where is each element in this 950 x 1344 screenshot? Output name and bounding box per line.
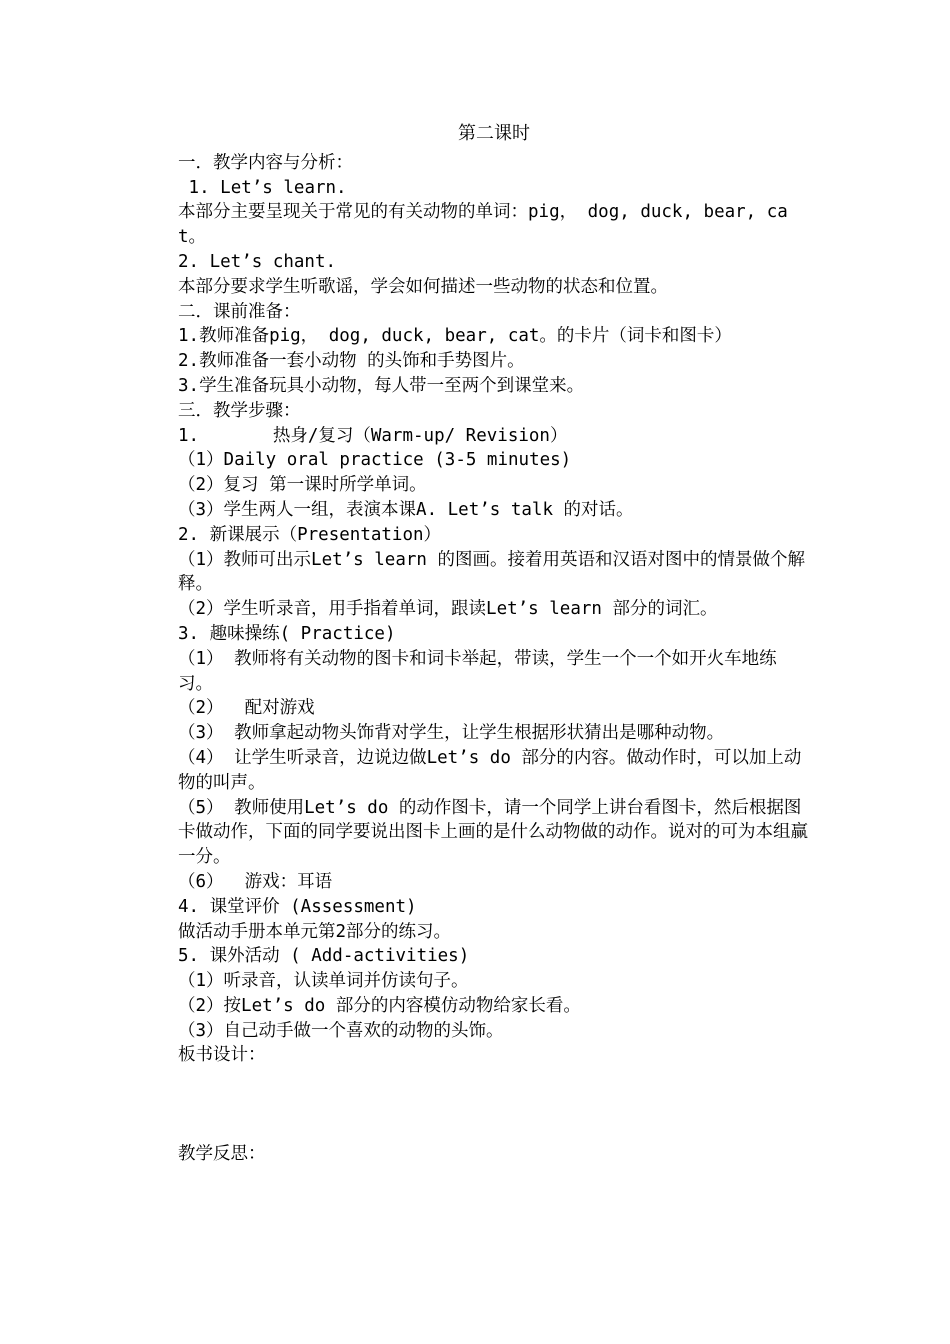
paragraph-lets-learn: 本部分主要呈现关于常见的有关动物的单词：pig， dog, duck, bear, cat。 (178, 202, 788, 248)
list-item: （4） 让学生听录音，边说边做Let’s do 部分的内容。做动作时，可以加上动物的叫声。 (178, 747, 802, 793)
list-item: 2.教师准备一套小动物 的头饰和手势图片。 (178, 351, 525, 372)
step-heading-presentation: 2. 新课展示（Presentation） (178, 524, 442, 545)
list-item: （3） 教师拿起动物头饰背对学生，让学生根据形状猜出是哪种动物。 (178, 723, 725, 744)
blackboard-design-label: 板书设计： (178, 1045, 266, 1066)
page-title: 第二课时 (458, 123, 530, 144)
list-item: 3.学生准备玩具小动物，每人带一至两个到课堂来。 (178, 375, 585, 396)
paragraph-lets-chant: 本部分要求学生听歌谣，学会如何描述一些动物的状态和位置。 (178, 276, 668, 297)
step-heading-practice: 3. 趣味操练( Practice) (178, 623, 396, 644)
list-item: （1）教师可出示Let’s learn 的图画。接着用英语和汉语对图中的情景做个解释。 (178, 549, 805, 595)
list-item: （5） 教师使用Let’s do 的动作图卡，请一个同学上讲台看图卡，然后根据图卡做动作，下面的同学要说出图卡上画的是什么动物做的动作。说对的可为本组赢一分。 (178, 797, 808, 868)
list-item: （1） 教师将有关动物的图卡和词卡举起，带读，学生一个一个如开火车地练习。 (178, 648, 777, 694)
step-heading-add-activities: 5. 课外活动 ( Add-activities) (178, 946, 470, 967)
list-item: （1）Daily oral practice (3-5 minutes) (178, 450, 572, 471)
section-heading-preparation: 二．课前准备： (178, 301, 301, 322)
subsection-lets-learn: 1. Let’s learn. (178, 177, 347, 198)
list-item: 1.教师准备pig， dog, duck, bear, cat。的卡片（词卡和图卡） (178, 326, 732, 347)
step-heading-assessment: 4. 课堂评价 (Assessment) (178, 896, 417, 917)
step-heading-warm-up: 1. 热身/复习（Warm-up/ Revision） (178, 425, 568, 446)
list-item: （2）按Let’s do 部分的内容模仿动物给家长看。 (178, 995, 581, 1016)
paragraph-assessment: 做活动手册本单元第2部分的练习。 (178, 921, 452, 942)
list-item: （3）学生两人一组，表演本课A. Let’s talk 的对话。 (178, 499, 634, 520)
blank-space (178, 1068, 810, 1142)
list-item: （1）听录音，认读单词并仿读句子。 (178, 971, 469, 992)
subsection-lets-chant: 2. Let’s chant. (178, 251, 337, 272)
list-item: （3）自己动手做一个喜欢的动物的头饰。 (178, 1020, 504, 1041)
section-heading-teaching-steps: 三．教学步骤： (178, 400, 301, 421)
list-item: （2）学生听录音，用手指着单词，跟读Let’s learn 部分的词汇。 (178, 599, 718, 620)
document-body (178, 122, 810, 1167)
list-item: （2） 配对游戏 (178, 698, 315, 719)
list-item: （6） 游戏：耳语 (178, 871, 333, 892)
section-heading-content-analysis: 一．教学内容与分析： (178, 152, 353, 173)
teaching-reflection-label: 教学反思： (178, 1144, 266, 1165)
list-item: （2）复习 第一课时所学单词。 (178, 475, 427, 496)
